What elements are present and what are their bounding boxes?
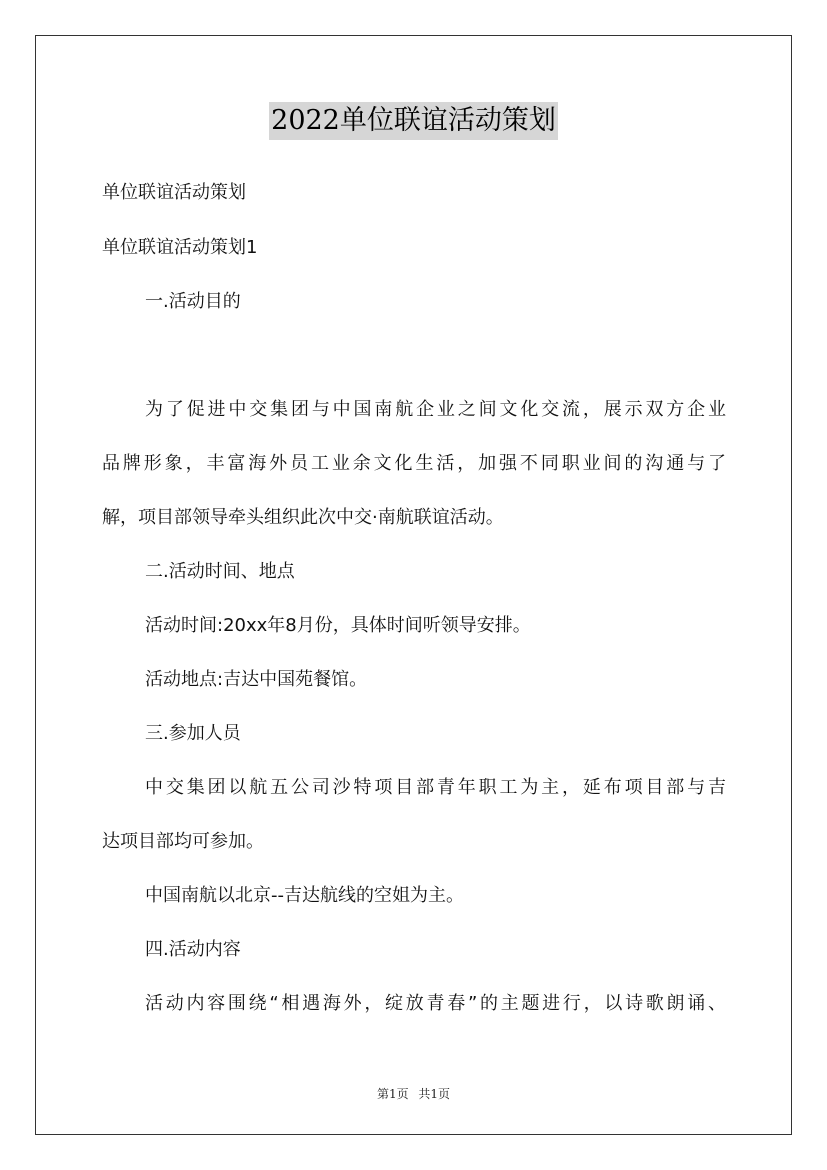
paragraph-4-line-1: 活动内容围绕“相遇海外，绽放青春”的主题进行，以诗歌朗诵、 [145, 993, 726, 1014]
document-title: 2022单位联谊活动策划 [269, 102, 558, 140]
page-total: 共1页 [418, 1087, 451, 1101]
activity-place: 活动地点:吉达中国苑餐馆。 [145, 669, 368, 690]
paragraph-1-line-3: 解，项目部领导牵头组织此次中交·南航联谊活动。 [102, 507, 504, 528]
subtitle-numbered: 单位联谊活动策划1 [102, 237, 258, 258]
paragraph-1-line-2: 品牌形象，丰富海外员工业余文化生活，加强不同职业间的沟通与了 [102, 453, 726, 474]
page-number: 第1页 [376, 1087, 409, 1101]
activity-time: 活动时间:20xx年8月份，具体时间听领导安排。 [145, 615, 531, 636]
section-heading-4: 四.活动内容 [145, 939, 241, 960]
paragraph-3-line-1: 中交集团以航五公司沙特项目部青年职工为主，延布项目部与吉 [145, 777, 726, 798]
paragraph-3-line-2: 达项目部均可参加。 [102, 831, 264, 852]
paragraph-3-line-3: 中国南航以北京--吉达航线的空姐为主。 [145, 885, 464, 906]
section-heading-1: 一.活动目的 [145, 291, 241, 312]
page-footer [0, 1085, 827, 1102]
subtitle: 单位联谊活动策划 [102, 182, 246, 203]
section-heading-3: 三.参加人员 [145, 723, 241, 744]
paragraph-1-line-1: 为了促进中交集团与中国南航企业之间文化交流，展示双方企业 [145, 399, 726, 420]
title-container [0, 102, 827, 140]
section-heading-2: 二.活动时间、地点 [145, 561, 295, 582]
